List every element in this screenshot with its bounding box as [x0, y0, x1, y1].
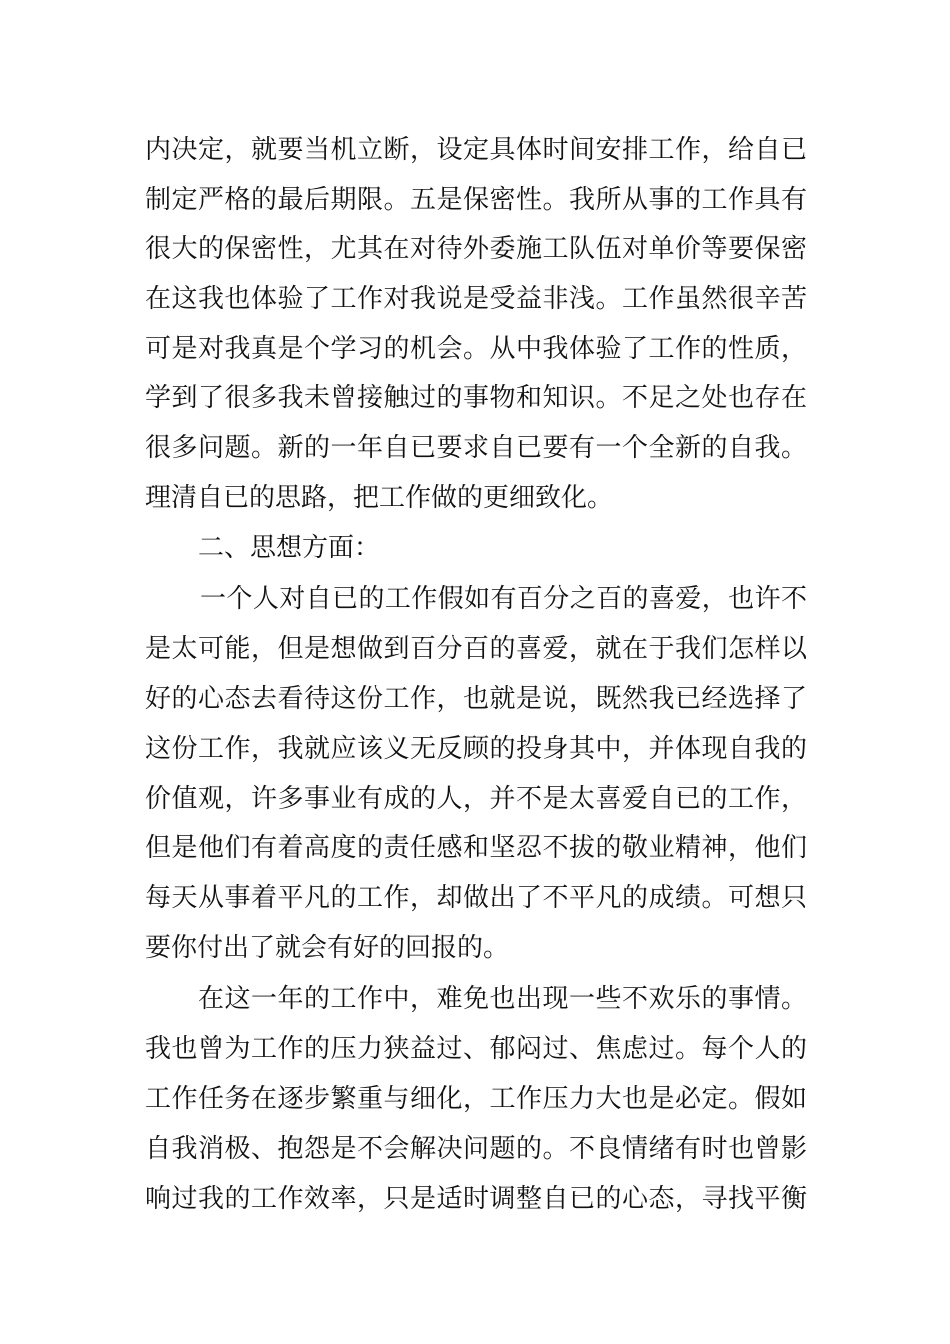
body-text-line: 工作任务在逐步繁重与细化，工作压力大也是必定。假如 [145, 1084, 807, 1114]
body-text-line: 是太可能，但是想做到百分百的喜爱，就在于我们怎样以 [145, 634, 807, 664]
body-text-line: 自我消极、抱怨是不会解决问题的。不良情绪有时也曾影 [145, 1134, 807, 1164]
body-text-line: 制定严格的最后期限。五是保密性。我所从事的工作具有 [145, 185, 807, 215]
body-text-line: 理清自已的思路，把工作做的更细致化。 [145, 483, 614, 513]
body-text-line: 每天从事着平凡的工作，却做出了不平凡的成绩。可想只 [145, 883, 807, 913]
body-text-line: 价值观，许多事业有成的人，并不是太喜爱自已的工作， [145, 784, 807, 814]
section-heading: 二、思想方面： [198, 533, 381, 563]
body-text-line: 一个人对自已的工作假如有百分之百的喜爱，也许不 [200, 584, 807, 614]
body-text-line: 学到了很多我未曾接触过的事物和知识。不足之处也存在 [145, 383, 807, 413]
body-text-line: 响过我的工作效率，只是适时调整自已的心态，寻找平衡 [145, 1184, 807, 1214]
body-text-line: 可是对我真是个学习的机会。从中我体验了工作的性质， [145, 334, 807, 364]
body-text-line: 好的心态去看待这份工作，也就是说，既然我已经选择了 [145, 684, 807, 714]
body-text-line: 我也曾为工作的压力狭益过、郁闷过、焦虑过。每个人的 [145, 1034, 807, 1064]
body-text-line: 要你付出了就会有好的回报的。 [145, 933, 510, 963]
body-text-line: 很多问题。新的一年自已要求自已要有一个全新的自我。 [145, 433, 807, 463]
body-text-line: 内决定，就要当机立断，设定具体时间安排工作，给自已 [145, 135, 807, 165]
body-text-line: 这份工作，我就应该义无反顾的投身其中，并体现自我的 [145, 734, 807, 764]
body-text-line: 在这我也体验了工作对我说是受益非浅。工作虽然很辛苦 [145, 284, 807, 314]
body-text-line: 在这一年的工作中，难免也出现一些不欢乐的事情。 [198, 984, 807, 1014]
body-text-line: 但是他们有着高度的责任感和坚忍不拔的敬业精神，他们 [145, 833, 807, 863]
body-text-line: 很大的保密性，尤其在对待外委施工队伍对单价等要保密 [145, 234, 807, 264]
